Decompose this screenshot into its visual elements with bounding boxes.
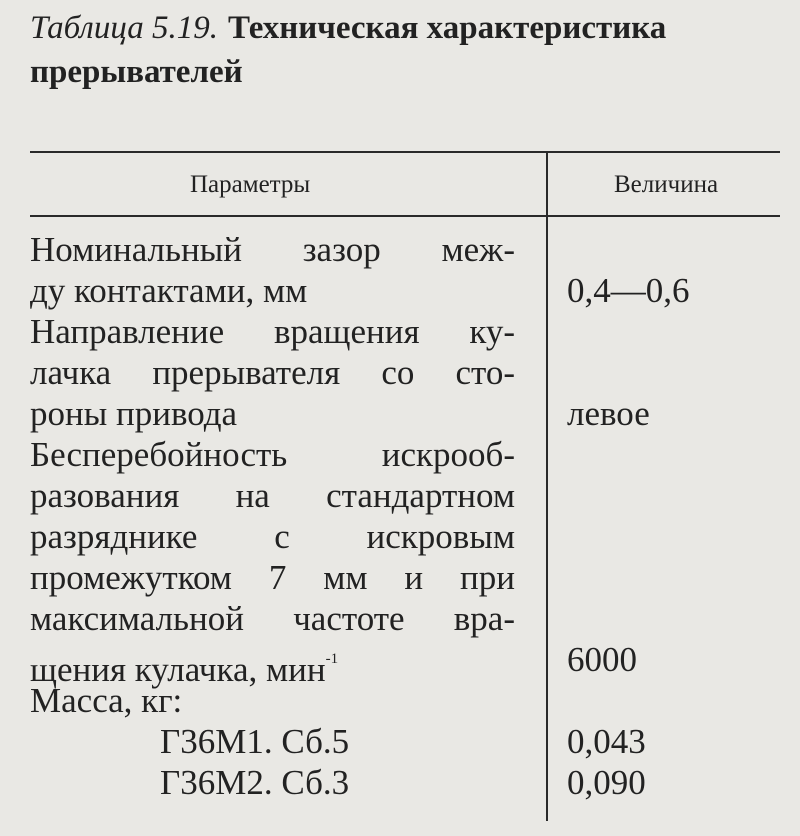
caption-title: Техническая характеристика прерывателей — [30, 10, 667, 90]
value-sparking: 6000 — [567, 640, 637, 679]
label-line: ду контактами, мм — [30, 271, 308, 310]
label-line: Масса, кг: — [30, 681, 183, 720]
sub-row-value: 0,090 — [567, 763, 646, 802]
label-line: разряднике с искровым — [30, 517, 515, 556]
sub-row-label: Г36М2. Сб.3 — [160, 763, 350, 802]
table-caption — [30, 6, 790, 94]
header-params: Параметры — [190, 171, 311, 198]
sub-row-label: Г36М1. Сб.5 — [160, 722, 350, 761]
value-gap: 0,4—0,6 — [567, 271, 690, 310]
caption-lead: Таблица 5.19. — [30, 10, 218, 46]
label-line: промежутком 7 мм и при — [30, 558, 515, 597]
label-line: максимальной частоте вра- — [30, 599, 515, 638]
row-label-mass — [30, 680, 515, 721]
header-bottom-rule — [30, 215, 780, 217]
header-value: Величина — [614, 171, 719, 198]
row-label-gap — [30, 229, 515, 311]
row-label-sparking — [30, 434, 515, 690]
label-line: роны привода — [30, 394, 238, 433]
column-divider — [546, 151, 548, 821]
sub-row-value: 0,043 — [567, 722, 646, 761]
table-top-rule — [30, 151, 780, 153]
label-line: Номинальный зазор меж- — [30, 230, 515, 269]
label-line: Бесперебойность искрооб- — [30, 435, 515, 474]
value-rotation: левое — [567, 394, 650, 433]
label-line: разования на стандартном — [30, 476, 515, 515]
unit-superscript: -1 — [325, 651, 339, 667]
row-label-rotation — [30, 311, 515, 434]
label-line: лачка прерывателя со сто- — [30, 353, 515, 392]
label-line: Направление вращения ку- — [30, 312, 515, 351]
label-line: щения кулачка, мин — [30, 650, 326, 689]
